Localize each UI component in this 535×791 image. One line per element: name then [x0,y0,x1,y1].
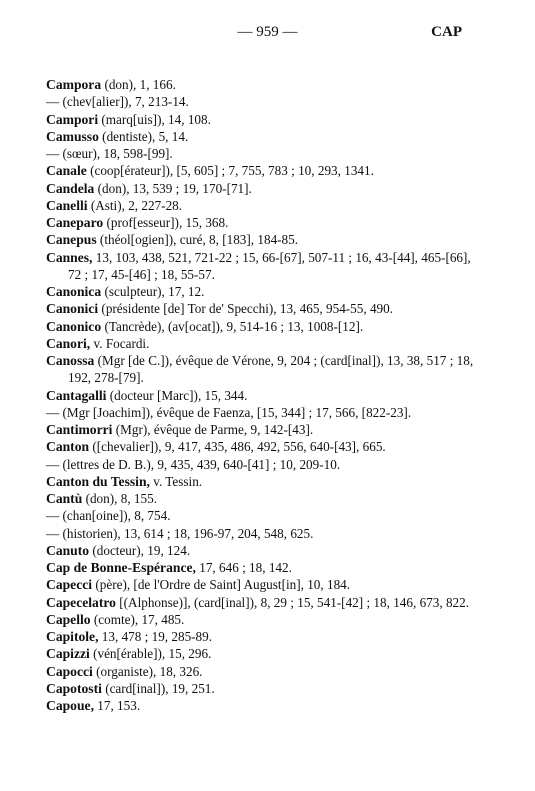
entry-detail: — (chan[oine]), 8, 754. [46,508,171,524]
index-entry [46,490,486,507]
entry-detail: v. Focardi. [90,335,150,351]
entry-head: Campora [46,77,102,92]
index-entry [46,438,486,455]
entry-head: Canossa [46,353,95,368]
entry-detail: (Mgr [de C.]), évêque de Vérone, 9, 204 ; (card[inal]), 13, 38, 517 ; 18, 192, 278-[79]. [68,353,474,386]
entry-detail: (don), 1, 166. [101,77,176,92]
entry-detail: (coop[érateur]), [5, 605] ; 7, 755, 783 ; 10, 293, 1341. [86,163,374,179]
index-entry [46,404,486,421]
index-entry [46,145,486,162]
entry-detail: — (sœur), 18, 598-[99]. [46,146,173,161]
entry-detail: (Mgr), évêque de Parme, 9, 142-[43]. [112,422,314,437]
entry-head: Cap de Bonne-Espérance, [46,560,196,575]
entry-detail: — (historien), 13, 614 ; 18, 196-97, 204, 548, 625. [46,525,314,541]
entry-head: Canonico [46,318,102,334]
index-entry [46,542,486,559]
index-entry [46,421,486,438]
entry-head: Cantagalli [46,387,107,403]
index-entry [46,473,486,490]
index-entry [46,387,486,404]
entry-head: Canelli [46,197,88,213]
entry-head: Capello [46,611,91,627]
entry-detail: (père), [de l'Ordre de Saint] August[in], 10, 184. [92,577,351,593]
entry-detail: ([chevalier]), 9, 417, 435, 486, 492, 556, 640-[43], 665. [89,439,386,455]
entry-head: Capotosti [46,680,102,696]
entry-detail: (docteur [Marc]), 15, 344. [106,387,248,403]
entry-head: Canton [46,439,90,455]
entry-head: Cantù [46,491,83,506]
index-entry [46,111,486,128]
index-entry [46,214,486,231]
index-entry [46,231,486,248]
index-entry [46,525,486,542]
entry-detail: v. Tessin. [149,473,203,489]
index-entry [46,559,486,576]
entry-detail: — (Mgr [Joachim]), évêque de Faenza, [15, 344] ; 17, 566, [822-23]. [46,404,412,420]
index-entry [46,352,486,387]
entry-detail: (card[inal]), 19, 251. [101,680,215,696]
entry-detail: (marq[uis]), 14, 108. [98,111,211,127]
index-entry [46,697,486,714]
entry-detail: 13, 103, 438, 521, 721-22 ; 15, 66-[67], 507-11 ; 16, 43-[44], 465-[66], 72 ; 17, 45-[46] ; 18, 55-57. [68,249,471,282]
entry-head: Candela [46,180,95,196]
index-entry [46,318,486,335]
entry-head: Cantimorri [46,422,113,437]
index-entry [46,507,486,524]
entry-detail: (comte), 17, 485. [90,611,185,627]
index-entry [46,335,486,352]
entry-detail: (docteur), 19, 124. [89,542,191,558]
index-entry [46,197,486,214]
entry-head: Camusso [46,128,99,144]
entry-head: Capitole, [46,629,99,644]
entry-detail: (présidente [de] Tor de' Specchi), 13, 465, 954-55, 490. [98,301,394,317]
entry-head: Capecelatro [46,594,116,610]
page-number: — 959 — [237,24,298,40]
entry-head: Capizzi [46,646,90,662]
entry-head: Cannes, [46,249,93,265]
entry-head: Canonici [46,301,99,317]
index-entry [46,456,486,473]
index-entry [46,300,486,317]
index-entry [46,76,486,93]
entry-head: Capoue, [46,698,94,713]
index-entry [46,180,486,197]
entry-detail: (prof[esseur]), 15, 368. [103,215,229,230]
entry-detail: 17, 153. [93,698,141,713]
entry-detail: (théol[ogien]), curé, 8, [183], 184-85. [96,232,299,248]
entry-head: Canepus [46,232,97,248]
index-entry [46,663,486,680]
entry-detail: — (chev[alier]), 7, 213-14. [46,94,189,110]
index-entry [46,283,486,300]
entry-detail: (dentiste), 5, 14. [98,128,189,144]
entry-detail: [(Alphonse)], (card[inal]), 8, 29 ; 15, 541-[42] ; 18, 146, 673, 822. [115,594,470,610]
entry-head: Canuto [46,542,90,558]
entry-head: Capocci [46,663,93,679]
entry-detail: (Asti), 2, 227-28. [87,197,183,213]
entry-head: Canonica [46,284,102,299]
entry-head: Campori [46,111,99,127]
entry-detail: (Tancrède), (av[ocat]), 9, 514-16 ; 13, 1008-[12]. [101,318,364,334]
entry-head: Canale [46,163,87,179]
entry-head: Canton du Tessin, [46,473,150,489]
entry-detail: (don), 13, 539 ; 19, 170-[71]. [94,180,252,196]
entry-detail: (organiste), 18, 326. [92,663,203,679]
index-entry [46,611,486,628]
index-entry [46,680,486,697]
index-entry [46,594,486,611]
index-entry [46,645,486,662]
entry-head: Canori, [46,335,91,351]
entry-head: Capecci [46,577,93,593]
entry-detail: (sculpteur), 17, 12. [101,284,205,299]
entry-detail: (vén[érable]), 15, 296. [89,646,212,662]
index-entry [46,576,486,593]
entry-detail: — (lettres de D. B.), 9, 435, 439, 640-[41] ; 10, 209-10. [46,456,341,472]
index-entry [46,628,486,645]
index-entry [46,249,486,284]
entry-detail: (don), 8, 155. [82,491,157,506]
index-entry [46,162,486,179]
index-entry [46,128,486,145]
entry-detail: 17, 646 ; 18, 142. [195,560,292,575]
section-heading: CAP [431,24,462,40]
entry-head: Caneparo [46,215,104,230]
page-header [0,24,535,44]
index-entry [46,93,486,110]
index-entries [46,76,486,714]
entry-detail: 13, 478 ; 19, 285-89. [98,629,213,644]
